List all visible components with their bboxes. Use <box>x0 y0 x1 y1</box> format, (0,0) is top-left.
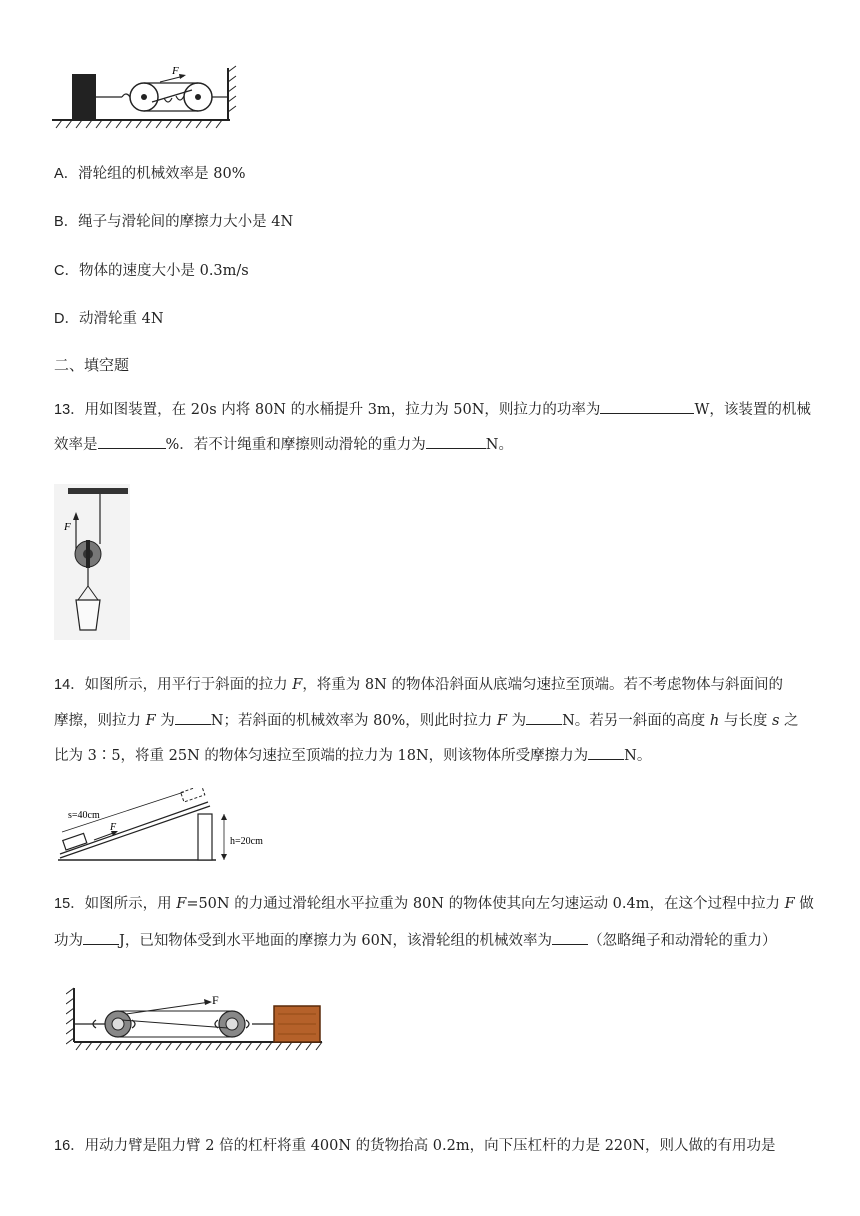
q13-line2: 效率是 %．若不计绳重和摩擦则动滑轮的重力为 N。 <box>54 433 513 455</box>
svg-text:h=20cm: h=20cm <box>230 836 263 847</box>
block <box>72 74 96 120</box>
bucket <box>76 600 100 630</box>
option-b: B．绳子与滑轮间的摩擦力大小是 4N <box>54 214 294 230</box>
svg-text:F: F <box>64 521 71 533</box>
q15-blank-efficiency[interactable] <box>552 929 588 945</box>
ceiling <box>68 488 128 494</box>
q15-line1: 15．如图所示，用 F=50N 的力通过滑轮组水平拉重为 80N 的物体使其向左匀速运动 0.4m，在这个过程中拉力 F 做 <box>54 896 814 912</box>
figure-inclined-plane <box>54 788 284 864</box>
q16-line1: 16．用动力臂是阻力臂 2 倍的杠杆将重 400N 的货物抬高 0.2m，向下压杠杆的力是 220N，则人做的有用功是 <box>54 1138 776 1154</box>
q13-line1: 13．用如图装置，在 20s 内将 80N 的水桶提升 3m，拉力为 50N，则拉力的功率为 W，该装置的机械 <box>54 398 811 420</box>
option-d: D．动滑轮重 4N <box>54 311 164 327</box>
option-a: A．滑轮组的机械效率是 80% <box>54 166 246 182</box>
svg-text:s=40cm: s=40cm <box>68 810 100 821</box>
pillar <box>198 814 212 860</box>
q14-line2: 摩擦，则拉力 F 为 N；若斜面的机械效率为 80%，则此时拉力 F 为 N。若另一斜面的高度 h 与长度 s 之 <box>54 709 799 731</box>
q15-blank-work[interactable] <box>83 929 119 945</box>
force-label: F <box>172 65 179 77</box>
svg-text:F: F <box>110 822 117 833</box>
option-c: C．物体的速度大小是 0.3m/s <box>54 263 249 279</box>
q13-blank-power[interactable] <box>600 398 694 414</box>
q13-blank-efficiency[interactable] <box>98 433 166 449</box>
q14-blank-force-efficiency[interactable] <box>526 709 562 725</box>
q14-line1: 14．如图所示，用平行于斜面的拉力 F，将重为 8N 的物体沿斜面从底端匀速拉至顶端。若不考虑物体与斜面间的 <box>54 677 783 693</box>
section-title: 二、填空题 <box>54 356 130 374</box>
q14-line3: 比为 3∶5，将重 25N 的物体匀速拉至顶端的拉力为 18N，则该物体所受摩擦力为 N。 <box>54 744 651 766</box>
q14-blank-friction[interactable] <box>588 744 624 760</box>
q14-blank-force[interactable] <box>175 709 211 725</box>
q13-blank-pulley-weight[interactable] <box>426 433 486 449</box>
figure-vertical-pulley-bucket <box>54 484 130 640</box>
svg-text:F: F <box>212 993 219 1007</box>
q15-line2: 功为 J，已知物体受到水平地面的摩擦力为 60N，该滑轮组的机械效率为 （忽略绳子和动滑轮的重力） <box>54 929 777 951</box>
figure-horizontal-pulley-block <box>52 62 242 132</box>
incline-block <box>63 833 87 850</box>
figure-pulley-crate <box>66 984 326 1060</box>
